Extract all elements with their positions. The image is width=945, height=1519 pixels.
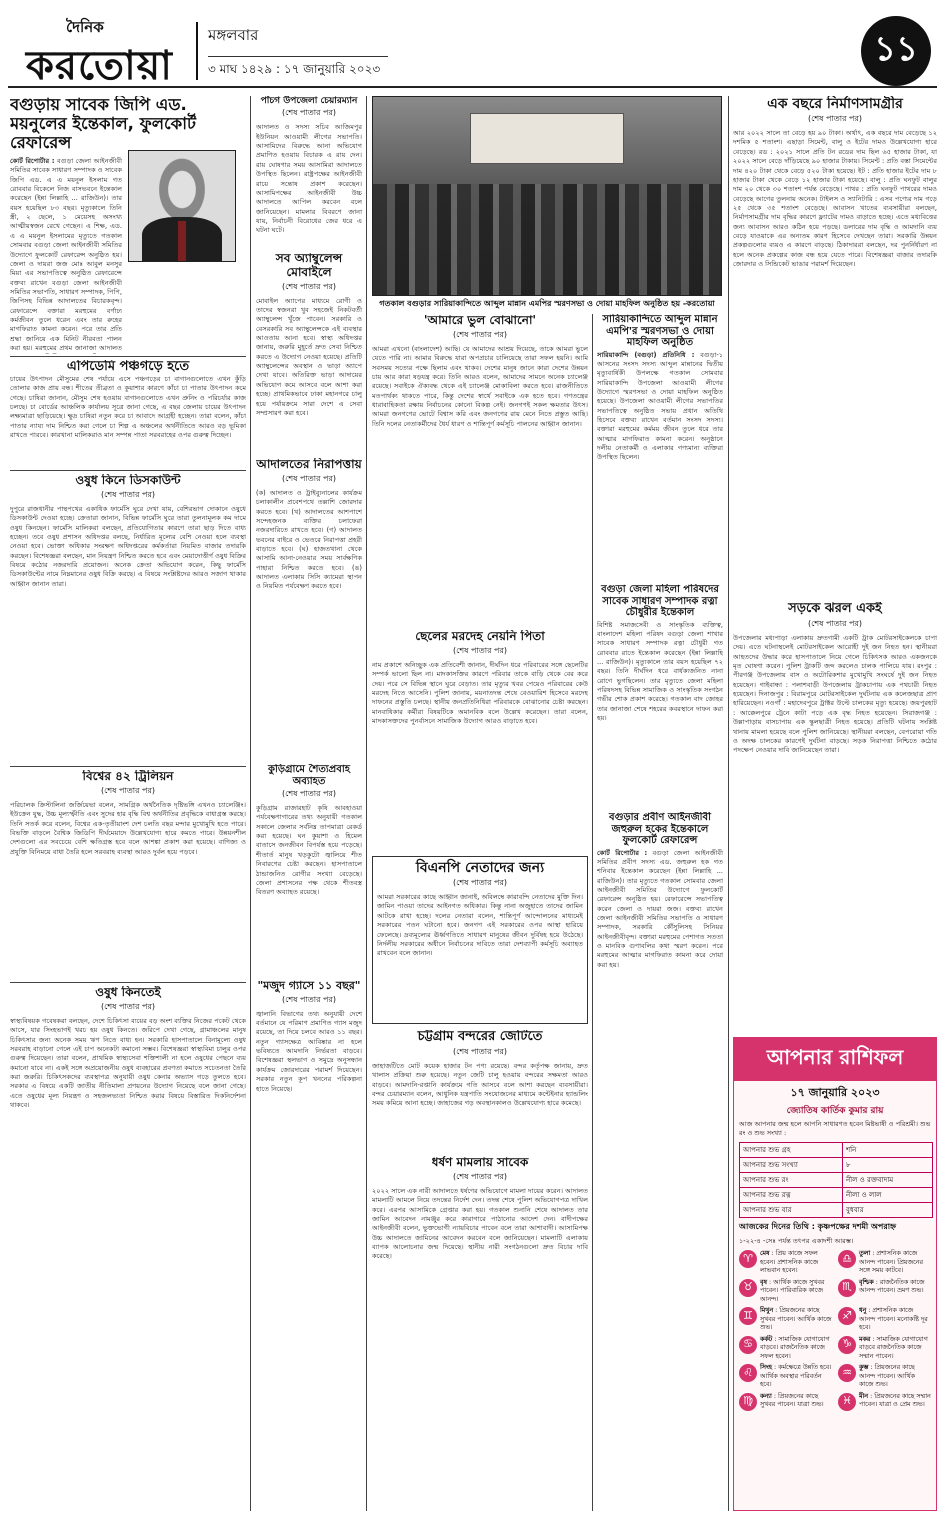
zodiac-sign-item [739, 1364, 832, 1390]
portrait-photo [128, 150, 236, 262]
zodiac-sign-text: বৃশ্চিক : রাজনৈতিক কাজে আনন্দ পাবেন। ভ্রমণ শুভ। [859, 1278, 925, 1295]
article-continued-label: (শেষ পাতার পর) [100, 785, 156, 795]
article-continued-label: (শেষ পাতার পর) [100, 489, 156, 499]
zodiac-sign-name: বৃশ্চিক [859, 1278, 874, 1286]
zodiac-sign-forecast: কর্মক্ষেত্রে উন্নতি হবে। আর্থিক অবস্থার পরিবর্তন হবে। [760, 1364, 832, 1389]
article-world-trillion [10, 770, 246, 980]
today-tithi-heading: আজকের দিনের তিথি : কৃষ্ণপক্ষের দশমী অপরাহ্ন [739, 1222, 897, 1232]
zodiac-glyph-icon: ♍ [739, 1393, 757, 1411]
lucky-value: নীলা ও লাল [842, 1188, 932, 1203]
article-headline: ওষুধ কিনতেই [95, 986, 161, 999]
article-continued-label: (শেষ পাতার পর) [281, 789, 337, 798]
lucky-label: আপনার শুভ রং [740, 1173, 843, 1188]
column-separator [250, 96, 251, 1511]
zodiac-sign-forecast: প্রিয়জনের কাছে সম্মান পাবেন। যাত্রা ও প্রেম শুভ। [859, 1392, 931, 1409]
article-body-text: জাহাজটিতে মোট কয়েক হাজার টন পণ্য রয়েছে। বন্দর কর্তৃপক্ষ জানায়, দ্রুত খালাস প্রক্রিয়া শুরু হয়েছে। নতুন জেটি চালু হওয়ায় বন্দরের সক্ষমতা আরও বাড়বে। আমদানি-রপ্তানি কার্যক্রমে গতি আসবে বলে আশা করছেন ব্যবসায়ীরা। বন্দর চেয়ারম্যান বলেন, আধুনিক যন্ত্রপাতি সংযোজনের মাধ্যমে কন্টেইনার হ্যান্ডলিং সময় কমিয়ে আনা হচ্ছে। জাহাজের গড় অবস্থানকালও উল্লেখযোগ্য হারে কমেছে। [372, 1061, 588, 1108]
column-rule [10, 766, 246, 767]
zodiac-glyph-icon: ♌ [739, 1364, 757, 1382]
article-body-text: বিশিষ্ট সমাজসেবী ও সাংস্কৃতিক ব্যক্তিত্ব, বাংলাদেশ মহিলা পরিষদ বগুড়া জেলা শাখার সাবেক সাধারণ সম্পাদক রত্না চৌধুরী গত রোববার রাতে ইন্তেকাল করেছেন (ইন্না লিল্লাহি ... রাজিউন)। মৃত্যুকালে তার বয়স হয়েছিল ৭২ বছর। তিনি দীর্ঘদিন ধরে বার্ধক্যজনিত নানা রোগে ভুগছিলেন। তার মৃত্যুতে জেলা মহিলা পরিষদসহ বিভিন্ন সামাজিক ও সাংস্কৃতিক সংগঠন গভীর শোক প্রকাশ করেছে। গতকাল বাদ জোহর তার জানাজা শেষে শহরের কবরস্থানে দাফন করা হয়। [597, 620, 723, 723]
article-rape-case [372, 1156, 588, 1511]
zodiac-sign-forecast: প্রশাসনিক কাজে আনন্দ পাবেন। প্রিয়জনের সঙ্গে সময় কাটবে। [859, 1250, 923, 1275]
lucky-value: ৮ [842, 1158, 932, 1173]
zodiac-sign-name: কর্কট [760, 1335, 773, 1343]
today-tithi-text: ১-২২-৪ -সেঃ পর্যন্ত তৎপর একাদশী আরম্ভ। [739, 1237, 854, 1246]
article-headline: "মজুদ গ্যাসে ১১ বছর" [257, 980, 361, 992]
zodiac-glyph-icon: ♉ [739, 1279, 757, 1297]
article-headline: চট্টগ্রাম বন্দরের জেটিতে [417, 1030, 543, 1044]
article-body-text: স্বাস্থ্যবিষয়ক গবেষকরা বলছেন, দেশে চিকিৎসা ব্যয়ের বড় অংশ ব্যক্তির নিজের পকেট থেকে আসে, যার সিংহভাগই খরচ হয় ওষুধ কিনতে। জরিপে দেখা গেছে, গ্রামাঞ্চলের মানুষ চিকিৎসার জন্য অনেক সময় ঋণ নিতে বাধ্য হন। সরকারি হাসপাতালে বিনামূল্যে ওষুধ সরবরাহ বাড়ানো গেলে এই চাপ অনেকটা কমানো সম্ভব। বিশেষজ্ঞরা স্বাস্থ্যবিমা চালুর ওপর গুরুত্ব দিয়েছেন। তারা বলেন, প্রাথমিক স্বাস্থ্যসেবা শক্তিশালী না হলে ওষুধের পেছনে ব্যয় কমানো যাবে না। একই সঙ্গে অপ্রয়োজনীয় ওষুধ ব্যবহারের প্রবণতা কমাতে সচেতনতা তৈরি করা জরুরি। চিকিৎসকদের ব্যবস্থাপত্র অনুযায়ী ওষুধ কেনার অভ্যাস গড়ে তুলতে হবে। সরকার এ বিষয়ে একটি জাতীয় নীতিমালা প্রণয়নের উদ্যোগ নিয়েছে বলে জানা গেছে। এতে ওষুধের মূল্য নিয়ন্ত্রণ ও সহজলভ্যতা নিশ্চিত করার বিষয়ে বিস্তারিত দিকনির্দেশনা থাকবে। [10, 1016, 246, 1110]
zodiac-sign-text: মীন : প্রিয়জনের কাছে সম্মান পাবেন। যাত্রা ও প্রেম শুভ। [859, 1392, 931, 1409]
zodiac-sign-item [739, 1307, 832, 1333]
article-headline: কুড়িগ্রামে শৈত্যপ্রবাহ অব্যাহত [268, 764, 350, 787]
article-body-text: নাম প্রকাশে অনিচ্ছুক এক প্রতিবেশী জানান, দীর্ঘদিন ধরে পরিবারের সঙ্গে ছেলেটির সম্পর্ক ভালো ছিল না। মাদকাসক্তির কারণে পরিবার তাকে বাড়ি থেকে বের করে দেয়। পরে সে বিভিন্ন স্থানে ঘুরে বেড়াত। তার মৃত্যুর খবর পেয়েও পরিবারের কেউ মরদেহ নিতে আসেনি। পুলিশ জানায়, ময়নাতদন্ত শেষে বেওয়ারিশ হিসেবে মরদেহ দাফনের প্রস্তুতি চলছে। স্থানীয় জনপ্রতিনিধিরা পরিবারকে বোঝানোর চেষ্টা করছেন। মানবাধিকার কর্মীরা বিষয়টিকে অমানবিক বলে উল্লেখ করেছেন। তারা বলেন, মাদকাসক্তদের পুনর্বাসনে সামাজিক উদ্যোগ আরও বাড়াতে হবে। [372, 660, 588, 725]
horoscope-title: আপনার রাশিফল [734, 1038, 936, 1081]
column-separator [728, 96, 729, 1511]
zodiac-sign-name: ধনু [859, 1307, 867, 1315]
article-body-text: মোবাইল অ্যাপের মাধ্যমে রোগী ও তাদের স্বজনরা খুব সহজেই নিকটবর্তী অ্যাম্বুলেন্স খুঁজে পাবেন। সরকারি ও বেসরকারি সব অ্যাম্বুলেন্সকে এই ব্যবস্থার আওতায় আনা হবে। স্বাস্থ্য অধিদপ্তর জানায়, জরুরি মুহূর্তে দ্রুত সেবা নিশ্চিত করতে এ উদ্যোগ নেওয়া হয়েছে। প্রতিটি অ্যাম্বুলেন্সের অবস্থান ও ভাড়া অ্যাপে দেখা যাবে। অতিরিক্ত ভাড়া আদায়ের অভিযোগ কমে আসবে বলে আশা করা হচ্ছে। প্রাথমিকভাবে ঢাকা মহানগরে চালু হয়ে পর্যায়ক্রমে সারা দেশে এ সেবা সম্প্রসারণ করা হবে। [256, 296, 362, 417]
article-body-text: আমরা সরকারের কাছে আহ্বান জানাই, অবিলম্বে কারাবন্দি নেতাদের মুক্তি দিন। জামিন পাওয়া তাদের আইনগত অধিকার। কিন্তু নানা অজুহাতে তাদের জামিন আটকে রাখা হচ্ছে। দলের নেতারা বলেন, শান্তিপূর্ণ আন্দোলনের মাধ্যমেই সরকারের পতন ঘটানো হবে। জনগণ এই সরকারের ওপর আস্থা হারিয়ে ফেলেছে। দ্রব্যমূল্যের ঊর্ধ্বগতিতে সাধারণ মানুষের জীবন দুর্বিষহ হয়ে উঠেছে। নির্দলীয় সরকারের অধীনে নির্বাচনের দাবিতে তারা দেশব্যাপী কর্মসূচি অব্যাহত রাখবেন বলে জানান। [377, 893, 583, 958]
article-headline: ধর্ষণ মামলায় সাবেক [431, 1156, 529, 1169]
article-continued-label: (শেষ পাতার পর) [452, 1046, 508, 1056]
zodiac-sign-text: সিংহ : কর্মক্ষেত্রে উন্নতি হবে। আর্থিক অবস্থার পরিবর্তন হবে। [760, 1364, 832, 1389]
article-headline: বগুড়া জেলা মহিলা পরিষদের সাবেক সাধারণ সম্পাদক রত্না চৌধুরীর ইন্তেকাল [601, 584, 719, 618]
article-construction-materials [733, 96, 937, 596]
column-rule [10, 982, 246, 983]
zodiac-sign-name: বৃষ [760, 1278, 767, 1286]
horoscope-intro: আজ আপনার জন্ম হলে আপনি সাধারণত হবেন মিষ্টভাষী ও পরিশ্রমী। শুভ রং ও শুভ সংখ্যা : [739, 1120, 931, 1138]
article-court-security [256, 458, 362, 758]
zodiac-sign-forecast: প্রিয়জনের কাছে আনন্দ পাবেন। আর্থিক কাজে শুভ। [859, 1364, 915, 1389]
article-buying-medicine [10, 986, 246, 1511]
lucky-row [740, 1143, 933, 1158]
zodiac-glyph-icon: ♏ [838, 1279, 856, 1297]
zodiac-glyph-icon: ♐ [838, 1307, 856, 1325]
article-body-text: উপজেলার মধ্যপাড়া এলাকায় দ্রুতগামী একটি ট্রাক মোটরসাইকেলকে চাপা দেয়। এতে ঘটনাস্থলেই মোটরসাইকেল আরোহী দুই জন নিহত হন। স্থানীয়রা আহতদের উদ্ধার করে হাসপাতালে নিয়ে গেলে চিকিৎসক আরও একজনকে মৃত ঘোষণা করেন। পুলিশ ট্রাকটি জব্দ করলেও চালক পালিয়ে যায়। রংপুর : পীরগঞ্জ উপজেলায় বাস ও অটোরিকশার মুখোমুখি সংঘর্ষে দুই জন নিহত হয়েছেন। গাইবান্ধা : পলাশবাড়ী উপজেলায় ট্রাকচাপায় এক পথচারী নিহত হয়েছেন। দিনাজপুর : বিরামপুরে মোটরসাইকেল দুর্ঘটনায় এক কলেজছাত্র প্রাণ হারিয়েছেন। নওগাঁ : মহাদেবপুরে ট্রাক্টর উল্টে চালকের মৃত্যু হয়েছে। জয়পুরহাট : আক্কেলপুরে ট্রেনে কাটা পড়ে এক বৃদ্ধ নিহত হয়েছেন। সিরাজগঞ্জ : উল্লাপাড়ায় বাসচাপায় এক স্কুলছাত্রী নিহত হয়েছে। প্রতিটি ঘটনায় সংশ্লিষ্ট থানায় মামলা হয়েছে বলে পুলিশ জানিয়েছে। স্থানীয়রা বলছেন, বেপরোয়া গতি ও অদক্ষ চালকের কারণেই দুর্ঘটনা বাড়ছে। সড়ক নিরাপত্তা নিশ্চিতে কঠোর পদক্ষেপ নেওয়ার দাবি জানিয়েছেন তারা। [733, 633, 937, 755]
article-continued-label: (শেষ পাতার পর) [452, 329, 508, 339]
article-body [10, 157, 122, 354]
column-rule [10, 470, 246, 471]
zodiac-sign-text: ধনু : প্রশাসনিক কাজে আনন্দ পাবেন। মনোকষ্টি দূর হবে। [859, 1307, 928, 1332]
zodiac-sign-forecast: প্রশাসনিক কাজে আনন্দ পাবেন। মনোকষ্টি দূর হবে। [859, 1307, 928, 1332]
article-chattogram-port [372, 1030, 588, 1150]
article-body-text: বগুড়া জেলা আইনজীবী সমিতির সাবেক সাধারণ সম্পাদক ও সাবেক জিপি এড. এ এ ময়নুল ইসলাম গত রোববার বিকেলে নিজ বাসভবনে ইন্তেকাল করেছেন (ইন্না লিল্লাহি ... রাজিউন)। তার বয়স হয়েছিল ৮৩ বছর। মৃত্যুকালে তিনি স্ত্রী, ২ ছেলে, ১ মেয়েসহ অসংখ্য আত্মীয়স্বজন রেখে গেছেন। এ শিক্ষ, এড. এ এ ময়নুল ইসলামের মৃত্যুতে গতকাল সোমবার বগুড়া জেলা আইনজীবী সমিতির উদ্যোগে ফুলকোর্ট রেফারেন্স অনুষ্ঠিত হয়। জেলা ও দায়রা জজ মোঃ আবুল মনসুর মিয়া এর সভাপতিত্বে অনুষ্ঠিত রেফারেন্সে বক্তব্য রাখেন বগুড়া জেলা আইনজীবী সমিতির সভাপতি, সাধারণ সম্পাদক, পিপি, জিপিসহ বিভিন্ন আদালতের বিচারকবৃন্দ। রেফারেন্সে বক্তারা মরহুমের বর্ণাঢ্য কর্মজীবন তুলে ধরেন এবং তার রুহের মাগফিরাত কামনা করেন। পরে তার প্রতি শ্রদ্ধা জানিয়ে এক মিনিট নীরবতা পালন করা হয়। মরহুমের প্রথম জানাজা আদালত [10, 156, 122, 353]
zodiac-sign-text: কর্কট : সামাজিক যোগাযোগ বাড়বে। রাজনৈতিক কাজে সফল হবেন। [760, 1335, 830, 1360]
article-headline: সড়কে ঝরল একই [788, 602, 882, 616]
horoscope-date: ১৭ জানুয়ারি ২০২৩ [790, 1086, 880, 1099]
zodiac-sign-text: বৃষ : আর্থিক কাজে সুখবর পাবেন। পারিবারিক কাজে আনন্দ। [760, 1278, 825, 1303]
zodiac-glyph-icon: ♊ [739, 1307, 757, 1325]
zodiac-sign-name: কন্যা [760, 1392, 772, 1400]
zodiac-sign-text: মেষ : প্রিয় কাজে সফল হবেন। প্রশাসনিক কাজে লাভবান হবেন। [760, 1250, 819, 1275]
article-upazila-chairman [256, 96, 362, 246]
zodiac-glyph-icon: ♎ [838, 1250, 856, 1268]
article-headline: বিএনপি নেতাদের জন্য [415, 860, 545, 876]
article-zahurul-haque [597, 812, 723, 1511]
article-misled [372, 314, 588, 624]
news-photo-memorial [372, 96, 722, 296]
lucky-row [740, 1203, 933, 1218]
article-medicine-discount [10, 474, 246, 764]
zodiac-sign-item [838, 1364, 931, 1390]
article-body-text: চায়ের উৎপাদন মৌসুমের শেষ পর্যায়ে এসে পঞ্চগড়ের চা বাগানগুলোতে এখন কুঁড়ি তোলার কাজ প্রায় বন্ধ। শীতের তীব্রতা ও কুয়াশার কারণে কাঁচা চা পাতার উৎপাদন কমে গেছে। চাষিরা জানান, মৌসুম শেষ হওয়ায় বাগানগুলোতে এখন প্রুনিং ও পরিচর্যার কাজ চলছে। চা বোর্ডের আঞ্চলিক কার্যালয় সূত্রে জানা গেছে, এ বছর জেলায় চায়ের উৎপাদন লক্ষ্যমাত্রা ছাড়িয়েছে। ক্ষুদ্র চাষিরা নতুন করে চা আবাদে আগ্রহী হচ্ছেন। তারা বলেন, কাঁচা পাতার ন্যায্য দাম নিশ্চিত করা গেলে চা শিল্প এ অঞ্চলের অর্থনীতিতে আরও বড় ভূমিকা রাখতে পারবে। কারখানা মালিকরাও মান সম্পন্ন পাতা সরবরাহের ওপর গুরুত্ব দিচ্ছেন। [10, 374, 246, 440]
zodiac-sign-item [838, 1279, 931, 1305]
zodiac-sign-grid [734, 1250, 936, 1411]
zodiac-sign-item [838, 1393, 931, 1411]
zodiac-glyph-icon: ♑ [838, 1336, 856, 1354]
article-body-text: বগুড়া-১ আসনের সংসদ সদস্য আব্দুল মান্নানের দ্বিতীয় মৃত্যুবার্ষিকী উপলক্ষে গতকাল সোমবার সারিয়াকান্দি উপজেলা আওয়ামী লীগের উদ্যোগে স্মরণসভা ও দোয়া মাহফিল অনুষ্ঠিত হয়েছে। উপজেলা আওয়ামী লীগের সভাপতির সভাপতিত্বে অনুষ্ঠিত সভায় প্রধান অতিথি হিসেবে বক্তব্য রাখেন বর্তমান সংসদ সদস্য। বক্তারা মরহুমের কর্মময় জীবন তুলে ধরে তার আত্মার মাগফিরাত কামনা করেন। অনুষ্ঠানে দলীয় নেতাকর্মী ও এলাকার গণ্যমান্য ব্যক্তিরা উপস্থিত ছিলেন। [597, 350, 723, 462]
article-headline: বিশ্বের ৪২ ট্রিলিয়ন [82, 770, 174, 783]
article-continued-label: (শেষ পাতার পর) [281, 473, 337, 483]
article-panchagarh [10, 360, 246, 468]
zodiac-sign-name: সিংহ [760, 1364, 772, 1372]
article-kurigram-cold [256, 764, 362, 974]
article-continued-label: (শেষ পাতার পর) [452, 1171, 508, 1181]
article-headline: এক বছরে নির্মাণসামগ্রীর [767, 96, 903, 112]
article-headline: ছেলের মরদেহ নেয়নি পিতা [415, 630, 545, 643]
article-father-refused-body [372, 630, 588, 850]
lucky-value: নীল ও রক্তবাদাম [842, 1173, 932, 1188]
article-lead: সারিয়াকান্দি (বগুড়া) প্রতিনিধি : [597, 350, 695, 359]
lucky-table [739, 1142, 933, 1218]
zodiac-sign-item [739, 1393, 832, 1411]
article-headline: বগুড়ায় সাবেক জিপি এড. ময়নুলের ইন্তেকাল, ফুলকোর্ট রেফারেন্স [10, 96, 196, 152]
article-continued-label: (শেষ পাতার পর) [100, 1001, 156, 1011]
article-continued-label: (শেষ পাতার পর) [281, 281, 337, 291]
zodiac-sign-name: মেষ [760, 1250, 770, 1258]
zodiac-sign-forecast: রাজনৈতিক কাজে আনন্দ পাবেন। ভ্রমণ শুভ। [859, 1278, 925, 1295]
column-separator [592, 314, 593, 1511]
zodiac-sign-item [838, 1336, 931, 1362]
lucky-label: আপনার শুভ রত্ন [740, 1188, 843, 1203]
article-continued-label: (শেষ পাতার পর) [807, 618, 863, 628]
zodiac-sign-forecast: প্রিয় কাজে সফল হবেন। প্রশাসনিক কাজে লাভবান হবেন। [760, 1250, 819, 1275]
article-headline: এপিডেমি পঞ্চগড়ে হতে [66, 360, 190, 374]
article-headline: আদালতের নিরাপত্তায় [256, 458, 362, 471]
zodiac-sign-item [838, 1250, 931, 1276]
column-rule [10, 356, 246, 357]
article-headline: বগুড়ার প্রবীণ আইনজীবী জহুরুল হকের ইন্তেকালে ফুলকোর্ট রেফারেন্স [609, 812, 711, 846]
article-headline: 'আমারে ভুল বোঝানো' [423, 314, 537, 327]
article-road-accidents [733, 602, 937, 1032]
zodiac-sign-forecast: সামাজিক যোগাযোগ বাড়বে রাজনৈতিক কাজে সম্মান পাবেন। [859, 1335, 928, 1360]
lucky-label: আপনার শুভ সংখ্যা [740, 1158, 843, 1173]
zodiac-sign-item [838, 1307, 931, 1333]
lucky-value: বুধবার [842, 1203, 932, 1218]
article-continued-label: (শেষ পাতার পর) [281, 994, 337, 1004]
lucky-row [740, 1173, 933, 1188]
masthead-day: মঙ্গলবার [208, 26, 259, 44]
zodiac-glyph-icon: ♋ [739, 1336, 757, 1354]
article-body-text: আদালত ও সদস্য সচিব আজিমপুর ইউনিয়ন আওয়ামী লীগের সভাপতি। আসামিদের বিরুদ্ধে আনা অভিযোগ প্রমাণিত হওয়ায় বিচারক এ রায় দেন। রায় ঘোষণার সময় আসামিরা আদালতে উপস্থিত ছিলেন। রাষ্ট্রপক্ষের আইনজীবী রায়ে সন্তোষ প্রকাশ করেছেন। আসামিপক্ষের আইনজীবী উচ্চ আদালতে আপিল করবেন বলে জানিয়েছেন। মামলার বিবরণে জানা যায়, নির্বাচনী বিরোধের জের ধরে এ ঘটনা ঘটে। [256, 123, 362, 235]
article-continued-label: (শেষ পাতার পর) [452, 878, 508, 888]
article-body-text: ২০২২ সালে এক নারী আদালতে ধর্ষণের অভিযোগে মামলা দায়ের করেন। আদালত মামলাটি আমলে নিয়ে তদন্তের নির্দেশ দেন। তদন্ত শেষে পুলিশ অভিযোগপত্র দাখিল করে। এরপর আসামিকে গ্রেপ্তার করা হয়। গতকাল শুনানি শেষে আদালত তার জামিন আবেদন নামঞ্জুর করে কারাগারে পাঠানোর আদেশ দেন। বাদীপক্ষের আইনজীবী বলেন, ভুক্তভোগী ন্যায়বিচার পাবেন বলে তারা আশাবাদী। আসামিপক্ষ উচ্চ আদালতে জামিনের আবেদন করবেন বলে জানিয়েছেন। মামলাটি এলাকায় ব্যাপক আলোচনার জন্ম দিয়েছে। স্থানীয় নারী সংগঠনগুলো দ্রুত বিচার দাবি করেছে। [372, 1186, 588, 1261]
zodiac-sign-forecast: আর্থিক কাজে সুখবর পাবেন। পারিবারিক কাজে আনন্দ। [760, 1278, 825, 1303]
zodiac-sign-name: কুম্ভ [859, 1364, 869, 1372]
article-body-text: পরিচালক ক্রিস্টালিনা জর্জিয়েভা বলেন, সামগ্রিক অর্থনৈতিক দৃষ্টিভঙ্গি এখনও চ্যালেঞ্জিং। ইউক্রেন যুদ্ধ, উচ্চ মূল্যস্ফীতি এবং সুদের হার বৃদ্ধি বিশ্ব অর্থনীতির প্রবৃদ্ধিকে বাধাগ্রস্ত করছে। তিনি সতর্ক করে বলেন, বিশ্বের এক-তৃতীয়াংশ দেশ চলতি বছর মন্দার মুখোমুখি হতে পারে। বিভক্তি বাড়লে বৈশ্বিক জিডিপি দীর্ঘমেয়াদে উল্লেখযোগ্য হারে কমতে পারে। উন্নয়নশীল দেশগুলো এর সবচেয়ে বেশি ক্ষতিগ্রস্ত হবে বলে আশঙ্কা প্রকাশ করা হয়েছে। বাণিজ্য ও প্রযুক্তি বিনিময়ে বাধা তৈরি হলে সরবরাহ ব্যবস্থা আরও দুর্বল হয়ে পড়বে। [10, 800, 246, 856]
article-continued-label: (শেষ পাতার পর) [281, 108, 337, 118]
masthead-divider [196, 22, 198, 80]
lucky-label: আপনার শুভ গ্রহ [740, 1143, 843, 1158]
article-body [597, 849, 723, 971]
zodiac-sign-text: তুলা : প্রশাসনিক কাজে আনন্দ পাবেন। প্রিয়জনের সঙ্গে সময় কাটবে। [859, 1250, 923, 1275]
column-separator [366, 96, 367, 1511]
article-headline: সব অ্যাম্বুলেন্স মোবাইলে [275, 252, 343, 279]
newspaper-logo: করতোয়া [26, 42, 173, 89]
zodiac-sign-forecast: সামাজিক যোগাযোগ বাড়বে। রাজনৈতিক কাজে সফল হবেন। [760, 1335, 830, 1360]
lucky-row [740, 1188, 933, 1203]
zodiac-sign-text: মিথুন : প্রিয়জনের কাছে সুখবর পাবেন। আর্থিক কাজে শুভ। [760, 1307, 832, 1332]
article-headline: সারিয়াকান্দিতে আব্দুল মান্নান এমপি'র স্মরণসভা ও দোয়া মাহফিল অনুষ্ঠিত [602, 314, 718, 348]
article-body [597, 351, 723, 463]
article-body-text: বগুড়া জেলা আইনজীবী সমিতির প্রবীণ সদস্য এড. জহুরুল হক গত শনিবার ইন্তেকাল করেছেন (ইন্না লিল্লাহি ... রাজিউন)। তার মৃত্যুতে গতকাল সোমবার জেলা আইনজীবী সমিতির উদ্যোগে ফুলকোর্ট রেফারেন্স অনুষ্ঠিত হয়। রেফারেন্সে সভাপতিত্ব করেন জেলা ও দায়রা জজ। বক্তব্য রাখেন জেলা আইনজীবী সমিতির সভাপতি ও সাধারণ সম্পাদক, সরকারি কৌঁসুলিসহ সিনিয়র আইনজীবীবৃন্দ। বক্তারা মরহুমের পেশাগত সততা ও মানবিক গুণাবলির কথা স্মরণ করেন। পরে মরহুমের আত্মার মাগফিরাত কামনা করে দোয়া করা হয়। [597, 848, 723, 969]
page-number-badge: ১১ [861, 16, 931, 86]
lucky-row [740, 1158, 933, 1173]
zodiac-sign-text: মকর : সামাজিক যোগাযোগ বাড়বে রাজনৈতিক কাজে সম্মান পাবেন। [859, 1335, 928, 1360]
article-body-text: (ক) আদালত ও ট্রাইব্যুনালের কার্যক্রম চলাকালীন প্রবেশপথে তল্লাশি জোরদার করতে হবে। (খ) আদালতের আশপাশে সন্দেহজনক ব্যক্তির চলাফেরা নজরদারিতে রাখতে হবে। (গ) আদালত ভবনের বাইরে ও ভেতরে নিরাপত্তা প্রহরী বাড়াতে হবে। (ঘ) হাজতখানা থেকে আসামি আনা-নেওয়ার সময় সার্বক্ষণিক পাহারা নিশ্চিত করতে হবে। (ঙ) আদালত এলাকায় সিসি ক্যামেরা স্থাপন ও নিয়মিত পর্যবেক্ষণ করতে হবে। [256, 488, 362, 591]
zodiac-sign-item [739, 1279, 832, 1305]
zodiac-glyph-icon: ♒ [838, 1364, 856, 1382]
zodiac-sign-name: মিথুন [760, 1307, 774, 1315]
zodiac-sign-name: মীন [859, 1392, 869, 1400]
article-lead: কোর্ট রিপোর্টার : [597, 848, 648, 857]
zodiac-sign-text: কন্যা : প্রিয়জনের কাছে সুখবর পাবেন। যাত্রা শুভ। [760, 1392, 824, 1409]
article-bnp-leaders [372, 856, 588, 1024]
logo-small-text: দৈনিক [66, 18, 104, 36]
photo-crowd-shape [373, 184, 721, 295]
photo-caption: গতকাল বগুড়ার সারিয়াকান্দিতে আব্দুল মান্নান এমপির স্মরণসভা ও দোয়া মাহফিল অনুষ্ঠিত হয় -করতোয়া [379, 299, 715, 308]
zodiac-glyph-icon: ♈ [739, 1250, 757, 1268]
zodiac-sign-item [739, 1336, 832, 1362]
horoscope-author: জ্যোতিষ কার্তিক কুমার রায় [786, 1106, 884, 1116]
horoscope-box [733, 1037, 937, 1511]
zodiac-sign-name: মকর [859, 1335, 871, 1343]
article-sariakandi-memorial [597, 314, 723, 578]
article-body-text: দুপুরে রাজধানীর পান্থপথের একাধিক ফার্মেসি ঘুরে দেখা যায়, বেশিরভাগ দোকানে ওষুধে ডিসকাউন্ট দেওয়া হচ্ছে। ক্রেতারা জানান, বিভিন্ন ফার্মেসি ঘুরে তারা তুলনামূলক কম দামে ওষুধ কিনছেন। ফার্মেসি মালিকরা বলছেন, প্রতিযোগিতার কারণে তারা ছাড় দিতে বাধ্য হচ্ছেন। তবে ওষুধ প্রশাসন অধিদপ্তর বলছে, নির্ধারিত মূল্যের বেশি নেওয়া হলে ব্যবস্থা নেওয়া হবে। ভোক্তা অধিকার সংরক্ষণ অধিদপ্তরের কর্মকর্তারা নিয়মিত বাজার তদারকি করছেন। বিশেষজ্ঞরা বলছেন, মান নিয়ন্ত্রণ নিশ্চিত করতে হবে এবং মেয়াদোত্তীর্ণ ওষুধ বিক্রির বিষয়ে কঠোর নজরদারি প্রয়োজন। অনেক ক্রেতা অভিযোগ করেন, কিছু ফার্মেসি ডিসকাউন্টের নামে নিম্নমানের ওষুধ বিক্রি করছে। এ বিষয়ে সংশ্লিষ্টদের আরও সজাগ থাকার আহ্বান জানান তারা। [10, 504, 246, 588]
article-body-text: আমরা এখনো (বাংলাদেশ) আছি। যে আমাদের আশ্রয় দিয়েছে, তাকে আমরা ভুলে যেতে পারি না। আমার বিরুদ্ধে যারা অপপ্রচার চালিয়েছে তারা সফল হয়নি। আমি সবসময় সত্যের পক্ষে ছিলাম এবং থাকব। দেশের মানুষ জানে কারা দেশের উন্নয়ন চায় আর কারা ষড়যন্ত্র করে। তিনি আরও বলেন, আমাদের সামনে অনেক চ্যালেঞ্জ রয়েছে। সবাইকে ঐক্যবদ্ধ থেকে এই চ্যালেঞ্জ মোকাবিলা করতে হবে। রাজনীতিতে মতপার্থক্য থাকতে পারে, কিন্তু দেশের স্বার্থে সবাইকে এক হতে হবে। গণতন্ত্রের ধারাবাহিকতা রক্ষায় নির্বাচনের কোনো বিকল্প নেই। জনগণই সকল ক্ষমতার উৎস। আমরা জনগণের ভোটে বিশ্বাস করি এবং জনগণের রায় মেনে নিতে প্রস্তুত আছি। তিনি দলের নেতাকর্মীদের ধৈর্য ধারণ ও শান্তিপূর্ণ কর্মসূচি পালনের আহ্বান জানান। [372, 344, 588, 428]
zodiac-sign-text: কুম্ভ : প্রিয়জনের কাছে আনন্দ পাবেন। আর্থিক কাজে শুভ। [859, 1364, 915, 1389]
lucky-label: আপনার শুভ বার [740, 1203, 843, 1218]
zodiac-sign-forecast: প্রিয়জনের কাছে সুখবর পাবেন। আর্থিক কাজে শুভ। [760, 1307, 832, 1332]
zodiac-glyph-icon: ♓ [838, 1393, 856, 1411]
article-ambulance-mobile [256, 252, 362, 452]
masthead [8, 8, 937, 88]
article-body-text: আর ২০২২ সালে তা বেড়ে হয় ৯০ টাকা। অর্থাৎ, এক বছরে দাম বেড়েছে ১২ দশমিক ৫ শতাংশ। এছাড়া সিমেন্ট, বালু ও ইটের দামও উল্লেখযোগ্য হারে বেড়েছে। রড : ২০২১ সালে প্রতি টন রডের দাম ছিল ৬৫ হাজার টাকা, যা ২০২২ সালে বেড়ে দাঁড়িয়েছে ৯০ হাজার টাকায়। সিমেন্ট : প্রতি বস্তা সিমেন্টের দাম ৪২০ টাকা থেকে বেড়ে ৫২০ টাকা হয়েছে। ইট : প্রতি হাজার ইটের দাম ৮ হাজার টাকা থেকে বেড়ে ১২ হাজার টাকা হয়েছে। বালু : প্রতি ঘনফুট বালুর দাম ২০ থেকে ৩০ শতাংশ পর্যন্ত বেড়েছে। পাথর : প্রতি ঘনফুট পাথরের দামও বেড়েছে আগের তুলনায় অনেক। টাইলস ও স্যানিটারি : এসব পণ্যের দাম গড়ে ২৫ থেকে ৩৫ শতাংশ বেড়েছে। আবাসন খাতের ব্যবসায়ীরা বলছেন, নির্মাণসামগ্রীর দাম বৃদ্ধির কারণে ফ্ল্যাটের দামও বাড়াতে হচ্ছে। এতে মধ্যবিত্তের জন্য আবাসন আরও কঠিন হয়ে পড়ছে। ডলারের দাম বৃদ্ধি ও আমদানি ব্যয় বেড়ে যাওয়াকে এর অন্যতম কারণ হিসেবে দেখছেন তারা। সরকারি উন্নয়ন প্রকল্পগুলোর ব্যয়ও এ কারণে বাড়ছে। ঠিকাদাররা বলছেন, দর পুনর্নির্ধারণ না হলে অনেক প্রকল্পের কাজ বন্ধ হয়ে যেতে পারে। বিশেষজ্ঞরা বাজার তদারকি জোরদার ও সিন্ডিকেট ভাঙার পরামর্শ দিয়েছেন। [733, 129, 937, 269]
lucky-value: শনি [842, 1143, 932, 1158]
article-headline: ওষুধ কিনে ডিসকাউন্ট [75, 474, 181, 487]
zodiac-sign-name: তুলা [859, 1250, 871, 1258]
article-body-text: কুড়িগ্রাম রাজারহাট কৃষি আবহাওয়া পর্যবেক্ষণাগারের তথ্য অনুযায়ী গতকাল সকালে জেলার সর্বনিম্ন তাপমাত্রা রেকর্ড করা হয়েছে। ঘন কুয়াশা ও হিমেল বাতাসে জনজীবন বিপর্যস্ত হয়ে পড়েছে। শীতার্ত মানুষ খড়কুটো জ্বালিয়ে শীত নিবারণের চেষ্টা করছেন। হাসপাতালে ঠান্ডাজনিত রোগীর সংখ্যা বেড়েছে। জেলা প্রশাসনের পক্ষ থেকে শীতবস্ত্র বিতরণ অব্যাহত রয়েছে। [256, 804, 362, 897]
article-continued-label: (শেষ পাতার পর) [452, 645, 508, 655]
photo-banner-shape [470, 113, 623, 164]
zodiac-sign-item [739, 1250, 832, 1276]
zodiac-sign-forecast: প্রিয়জনের কাছে সুখবর পাবেন। যাত্রা শুভ। [760, 1392, 824, 1409]
article-ratna-chowdhury [597, 584, 723, 806]
article-continued-label: (শেষ পাতার পর) [807, 114, 863, 124]
article-lead: কোর্ট রিপোর্টার : [10, 156, 55, 165]
article-gas-reserve [256, 980, 362, 1510]
article-headline: পাঁচগ উপজেলা চেয়ারম্যান [260, 96, 358, 106]
portrait-tie-shape [178, 221, 186, 261]
masthead-date: ৩ মাঘ ১৪২৯ : ১৭ জানুয়ারি ২০২৩ [208, 56, 388, 81]
article-body-text: জ্বালানি বিভাগের তথ্য অনুযায়ী দেশে বর্তমানে যে পরিমাণ প্রমাণিত গ্যাস মজুদ রয়েছে, তা দিয়ে চলবে আরও ১১ বছর। নতুন গ্যাসক্ষেত্র আবিষ্কার না হলে ভবিষ্যতে আমদানি নির্ভরতা বাড়বে। বিশেষজ্ঞরা স্থলভাগ ও সমুদ্রে অনুসন্ধান কার্যক্রম জোরদারের পরামর্শ দিয়েছেন। সরকার নতুন কূপ খননের পরিকল্পনা হাতে নিয়েছে। [256, 1009, 362, 1093]
